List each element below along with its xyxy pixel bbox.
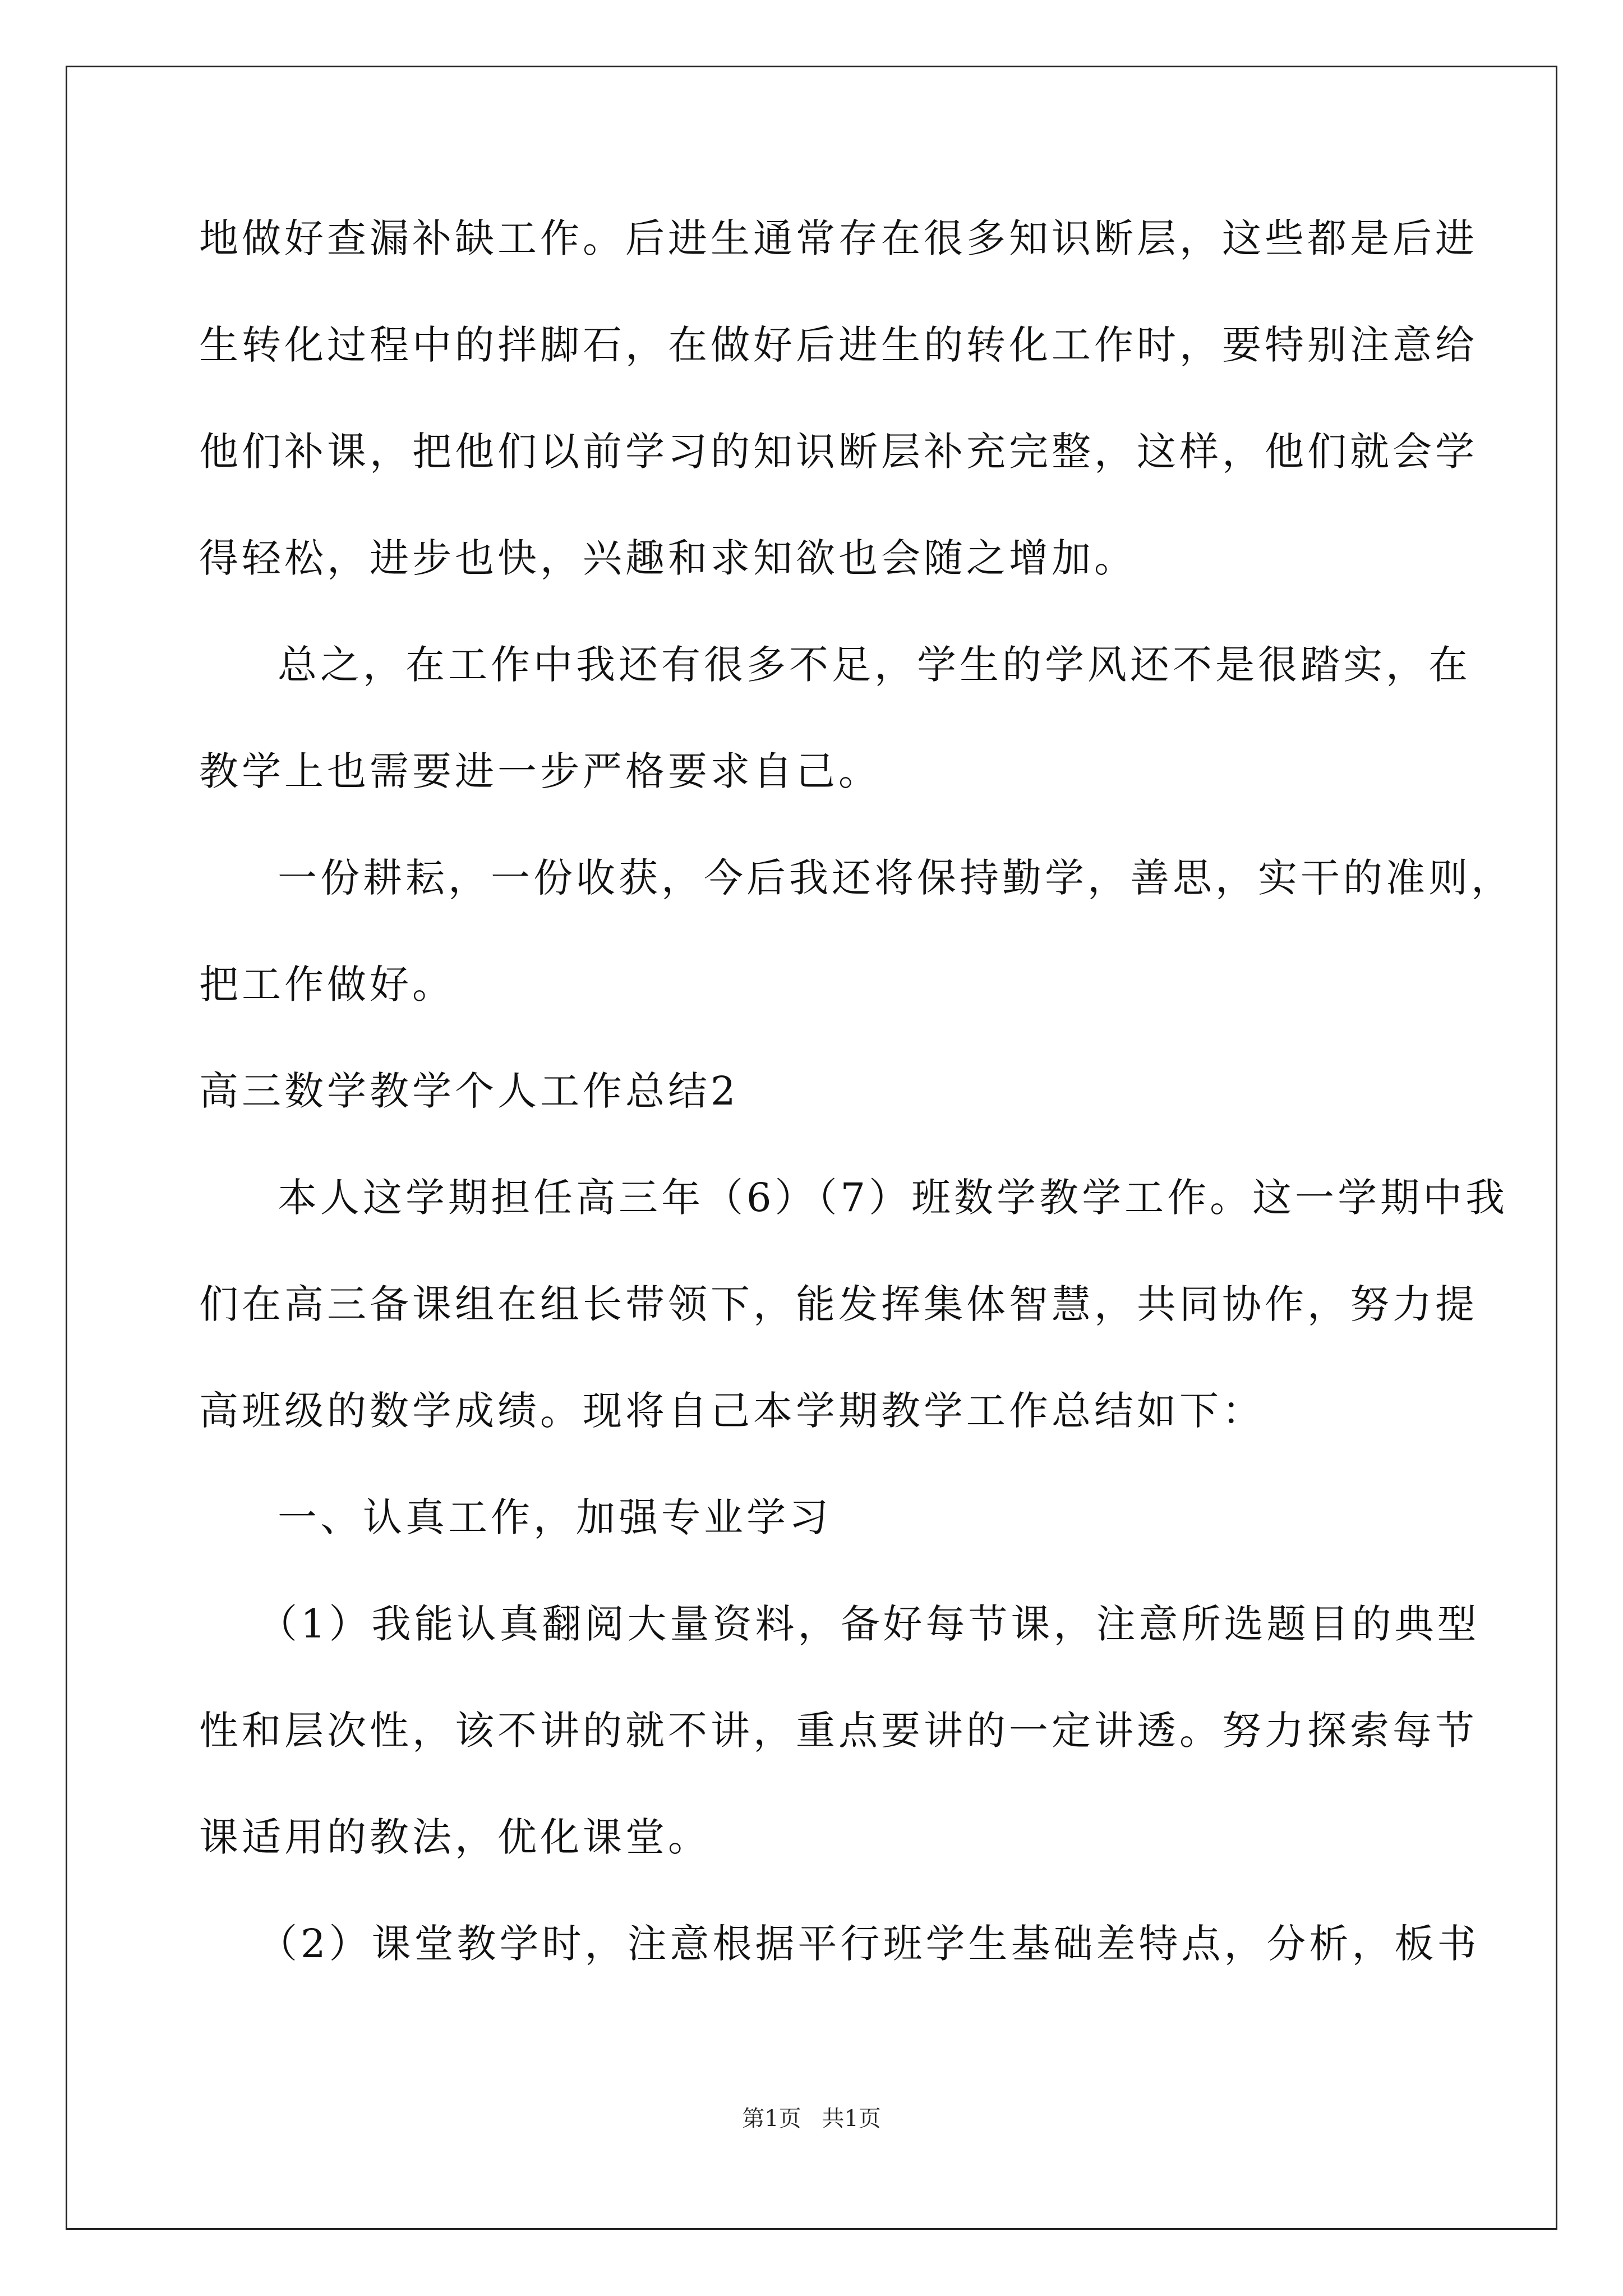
text-line: 高班级的数学成绩。现将自己本学期教学工作总结如下： bbox=[199, 1388, 1265, 1434]
list-item-line: （2）课堂教学时，注意根据平行班学生基础差特点，分析，板书 bbox=[258, 1921, 1480, 1967]
paragraph-start-line: 一份耕耘，一份收获，今后我还将保持勤学，善思，实干的准则， bbox=[278, 855, 1514, 901]
page-number: 第1页 bbox=[742, 2106, 801, 2132]
text-line: 生转化过程中的拌脚石，在做好后进生的转化工作时，要特别注意给 bbox=[199, 322, 1478, 368]
section-title: 高三数学教学个人工作总结2 bbox=[199, 1068, 739, 1114]
text-line: 教学上也需要进一步严格要求自己。 bbox=[199, 748, 881, 794]
text-line: 们在高三备课组在组长带领下，能发挥集体智慧，共同协作，努力提 bbox=[199, 1281, 1478, 1327]
text-line: 他们补课，把他们以前学习的知识断层补充完整，这样，他们就会学 bbox=[199, 429, 1478, 475]
text-line: 课适用的教法，优化课堂。 bbox=[199, 1814, 711, 1860]
page-footer bbox=[0, 2105, 1623, 2133]
text-line: 把工作做好。 bbox=[199, 961, 455, 1007]
list-item-line: （1）我能认真翻阅大量资料，备好每节课，注意所选题目的典型 bbox=[258, 1601, 1480, 1647]
paragraph-start-line: 本人这学期担任高三年（6）（7）班数学教学工作。这一学期中我 bbox=[278, 1175, 1509, 1221]
text-line: 得轻松，进步也快，兴趣和求知欲也会随之增加。 bbox=[199, 535, 1137, 581]
subsection-heading: 一、认真工作，加强专业学习 bbox=[278, 1494, 832, 1540]
page-total: 共1页 bbox=[822, 2106, 881, 2132]
text-line: 地做好查漏补缺工作。后进生通常存在很多知识断层，这些都是后进 bbox=[199, 215, 1478, 261]
paragraph-start-line: 总之，在工作中我还有很多不足，学生的学风还不是很踏实，在 bbox=[278, 642, 1471, 688]
text-line: 性和层次性，该不讲的就不讲，重点要讲的一定讲透。努力探索每节 bbox=[199, 1708, 1478, 1754]
page-border bbox=[66, 66, 1557, 2230]
